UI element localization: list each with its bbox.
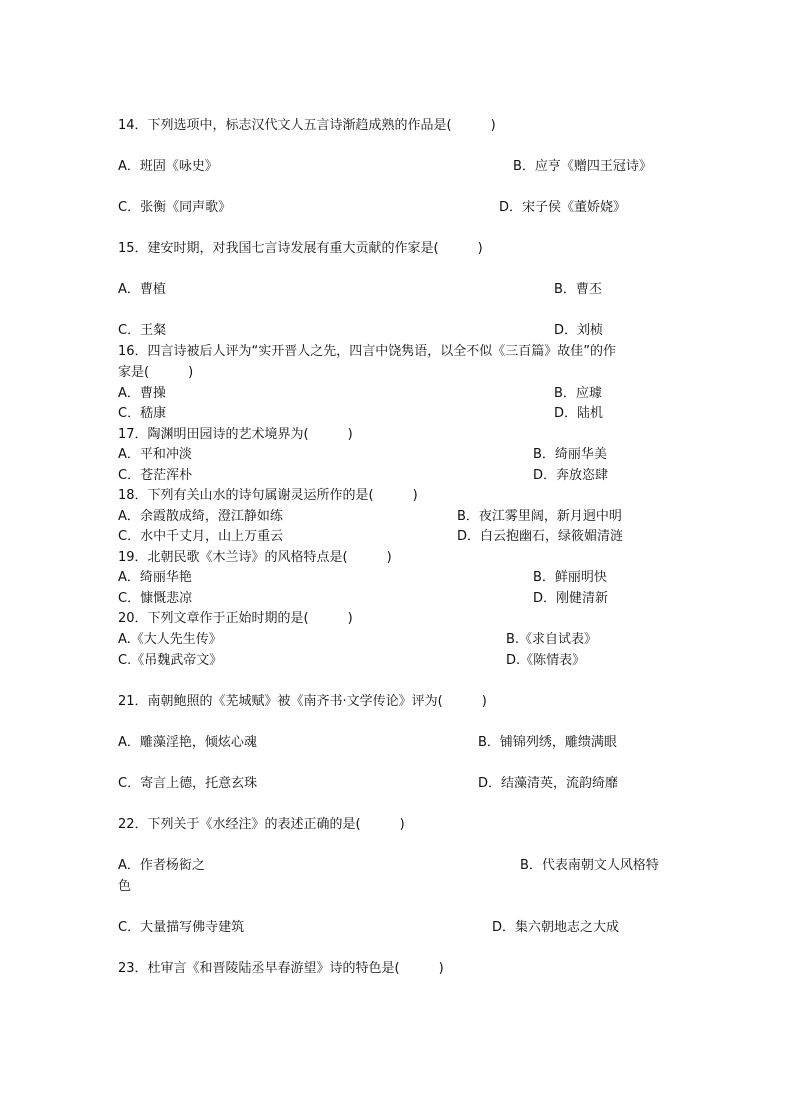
q15-option-d: D．刘桢	[554, 323, 604, 338]
q22-stem: 22．下列关于《水经注》的表述正确的是( )	[118, 817, 405, 832]
q22-option-b-continued: 色	[118, 879, 132, 894]
q14-stem: 14．下列选项中，标志汉代文人五言诗渐趋成熟的作品是( )	[118, 118, 496, 133]
q23-stem: 23．杜审言《和晋陵陆丞早春游望》诗的特色是( )	[118, 961, 444, 976]
q16-stem-line1: 16．四言诗被后人评为“实开晋人之先，四言中饶隽语，以全不似《三百篇》故佳”的作	[118, 344, 617, 359]
q15-option-b: B．曹丕	[554, 282, 602, 297]
q20-stem: 20．下列文章作于正始时期的是( )	[118, 611, 353, 626]
q17-option-c: C．苍茫浑朴	[118, 468, 193, 483]
q17-stem: 17．陶渊明田园诗的艺术境界为( )	[118, 427, 353, 442]
q14-option-b: B．应亨《赠四王冠诗》	[513, 159, 652, 174]
q20-option-b: B.《求自试表》	[506, 632, 598, 647]
q22-option-a: A．作者杨衒之	[118, 858, 205, 873]
q18-stem: 18．下列有关山水的诗句属谢灵运所作的是( )	[118, 488, 418, 503]
q21-stem: 21．南朝鲍照的《芜城赋》被《南齐书·文学传论》评为( )	[118, 694, 487, 709]
q16-option-d: D．陆机	[554, 406, 604, 421]
q14-option-d: D．宋子侯《董娇娆》	[499, 200, 627, 215]
q18-option-a: A．余霞散成绮，澄江静如练	[118, 509, 283, 524]
q19-option-b: B．鲜丽明快	[533, 570, 607, 585]
q15-option-c: C．王粲	[118, 323, 167, 338]
q16-stem-line2: 家是( )	[118, 365, 194, 380]
q19-stem: 19．北朝民歌《木兰诗》的风格特点是( )	[118, 550, 392, 565]
q18-option-d: D．白云抱幽石，绿筱媚清涟	[457, 529, 624, 544]
q17-option-b: B．绮丽华美	[533, 447, 607, 462]
q17-option-d: D．奔放恣肆	[533, 468, 609, 483]
q14-option-a: A．班固《咏史》	[118, 159, 218, 174]
q20-option-c: C.《吊魏武帝文》	[118, 653, 223, 668]
q15-stem: 15．建安时期，对我国七言诗发展有重大贡献的作家是( )	[118, 241, 483, 256]
q19-option-d: D．刚健清新	[533, 591, 609, 606]
q20-option-a: A.《大人先生传》	[118, 632, 222, 647]
q15-option-a: A．曹植	[118, 282, 166, 297]
q18-option-b: B．夜江雾里阔，新月迥中明	[457, 509, 622, 524]
q21-option-d: D．结藻清英，流韵绮靡	[478, 776, 619, 791]
q17-option-a: A．平和冲淡	[118, 447, 192, 462]
q21-option-b: B．铺锦列绣，雕缋满眼	[478, 735, 617, 750]
q16-option-c: C．嵇康	[118, 406, 167, 421]
q16-option-a: A．曹操	[118, 386, 166, 401]
q22-option-d: D．集六朝地志之大成	[492, 920, 620, 935]
q22-option-b: B．代表南朝文人风格特	[520, 858, 659, 873]
q21-option-a: A．雕藻淫艳，倾炫心魂	[118, 735, 257, 750]
q21-option-c: C．寄言上德，托意玄珠	[118, 776, 258, 791]
q14-option-c: C．张衡《同声歌》	[118, 200, 232, 215]
q20-option-d: D.《陈情表》	[506, 653, 586, 668]
q19-option-c: C．慷慨悲凉	[118, 591, 193, 606]
q16-option-b: B．应璩	[554, 386, 602, 401]
q22-option-c: C．大量描写佛寺建筑	[118, 920, 245, 935]
q19-option-a: A．绮丽华艳	[118, 570, 192, 585]
q18-option-c: C．水中千丈月，山上万重云	[118, 529, 284, 544]
